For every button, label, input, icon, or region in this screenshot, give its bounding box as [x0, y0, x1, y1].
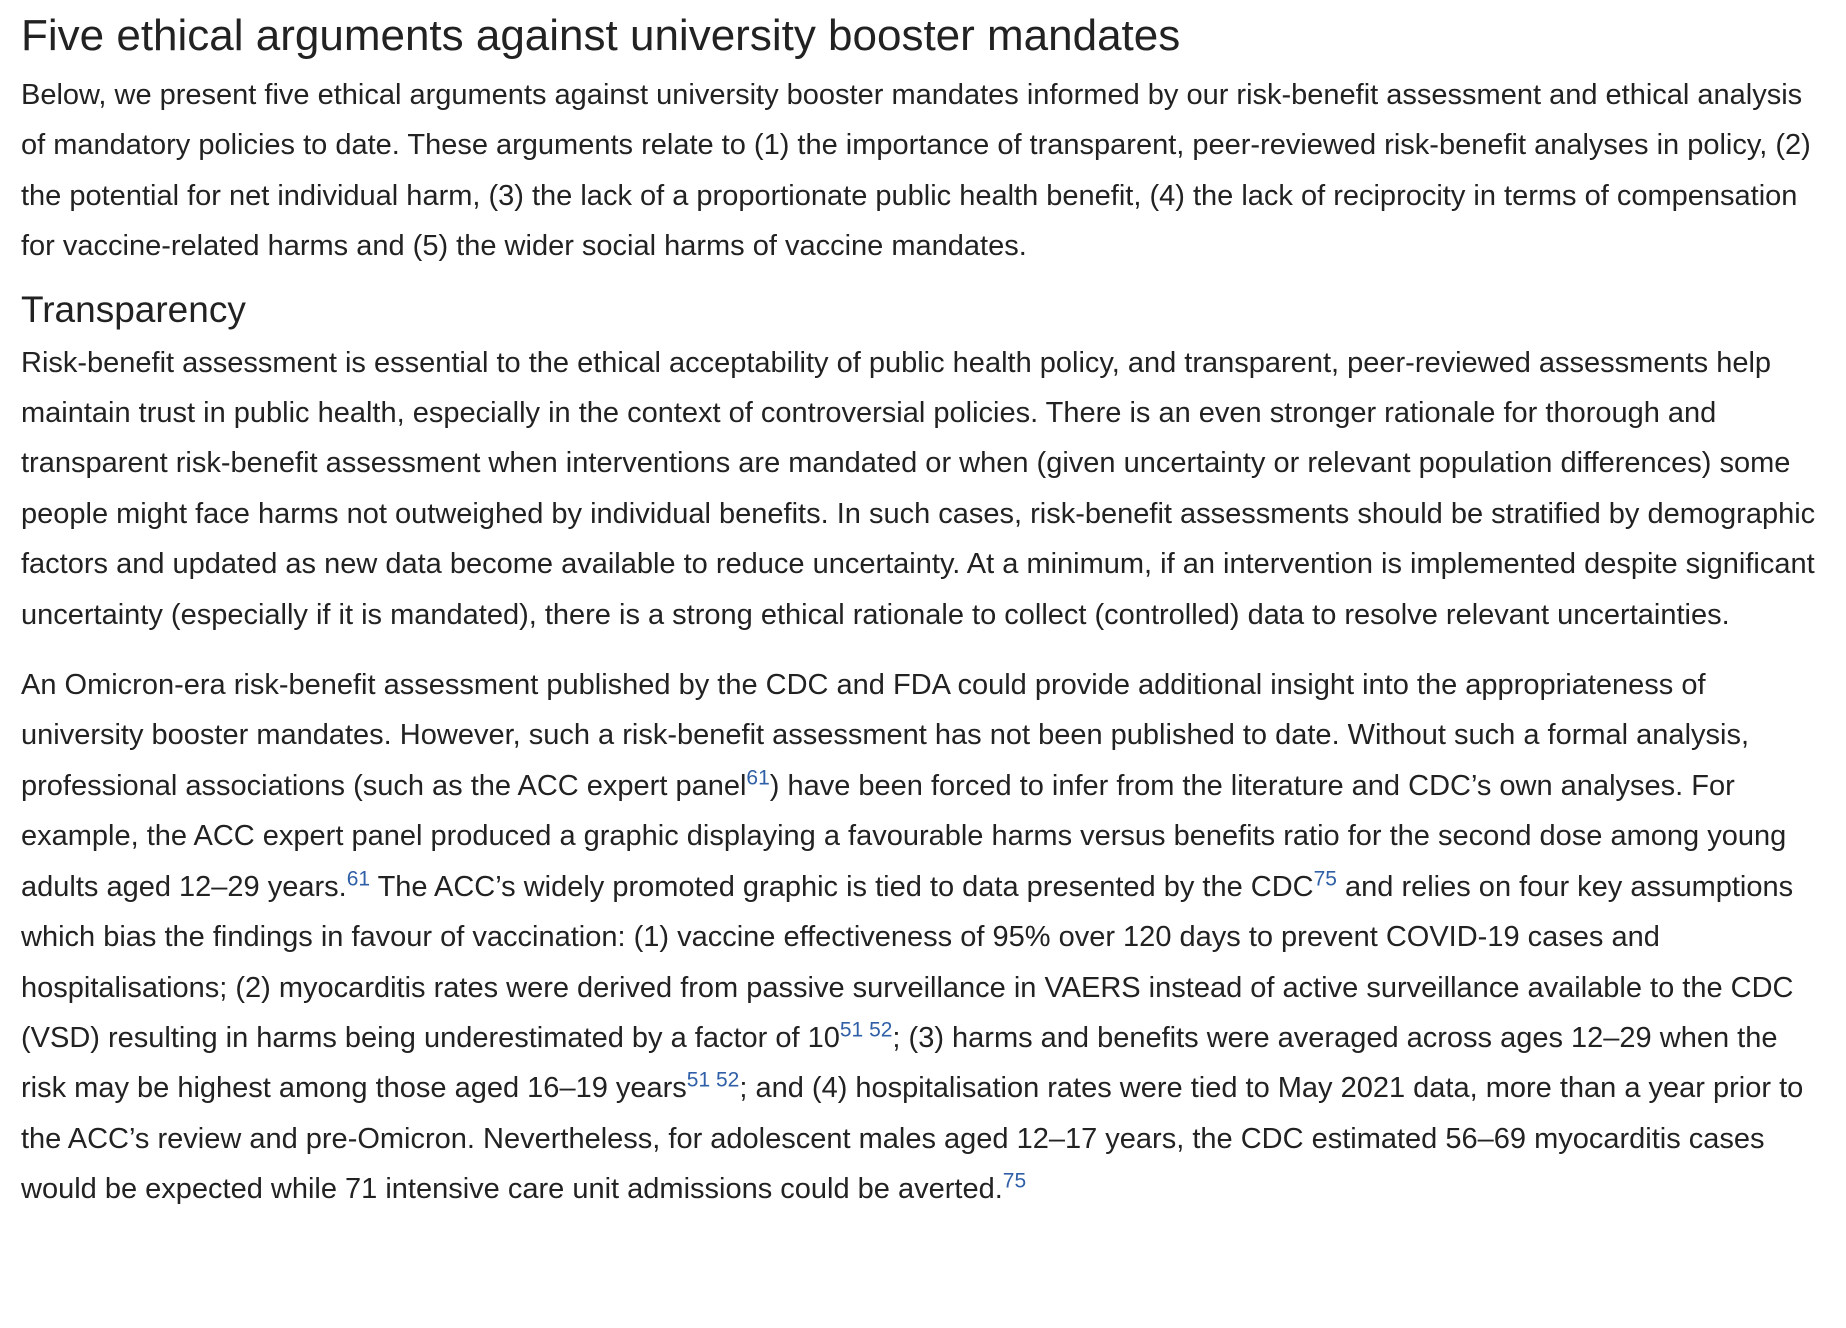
intro-paragraph: Below, we present five ethical arguments against university booster mandates informed by our risk-benefit assessment and ethical analysis of mandatory policies to date. These arguments relate to (1) the importance of transparent, peer-reviewed risk-benefit analyses in policy, (2) the potential for net individual harm, (3) the lack of a proportionate public health benefit, (4) the lack of reciprocity in terms of compensation for vaccine-related harms and (5) the wider social harms of vaccine mandates. — [21, 79, 1811, 263]
reference-superscript — [746, 766, 769, 789]
reference-link[interactable]: 52 — [716, 1068, 740, 1092]
reference-link[interactable]: 52 — [869, 1018, 893, 1042]
subsection-title-transparency: Transparency — [21, 288, 246, 330]
reference-superscript — [347, 867, 370, 890]
reference-superscript — [1003, 1169, 1026, 1192]
reference-superscript — [687, 1069, 740, 1092]
reference-link[interactable]: 61 — [346, 867, 371, 891]
paragraph-text: and relies on four key assumptions which bias the findings in favour of vaccination: (1) vaccine effectiveness of 95% over 120 days to prevent COVID-19 cases and hospitalisations; (2) myocarditis rates were derived from passive surveillance in VAERS instead of active surveillance available to the CDC (VSD) resulting in harms being underestimated by a factor of 10 — [21, 870, 1794, 1054]
paragraph-text: The ACC’s widely promoted graphic is tied to data presented by the CDC — [370, 870, 1314, 903]
transparency-paragraph-2 — [21, 660, 1826, 1214]
paragraph-text: ) have been forced to infer from the literature and CDC’s own analyses. For example, the ACC expert panel produced a graphic displaying a favourable harms versus benefits ratio for the second dose among young adults aged 12–29 years. — [21, 769, 1787, 903]
reference-superscript — [1314, 867, 1337, 890]
transparency-paragraph-1: Risk-benefit assessment is essential to the ethical acceptability of public health policy, and transparent, peer-reviewed assessments help maintain trust in public health, especially in the context of controversial policies. There is an even stronger rationale for thorough and transparent risk-benefit assessment when interventions are mandated or when (given uncertainty or relevant population differences) some people might face harms not outweighed by individual benefits. In such cases, risk-benefit assessments should be stratified by demographic factors and updated as new data become available to reduce uncertainty. At a minimum, if an intervention is implemented despite significant uncertainty (especially if it is mandated), there is a strong ethical rationale to collect (controlled) data to resolve relevant uncertainties. — [21, 346, 1816, 631]
reference-link[interactable]: 51 — [686, 1068, 711, 1092]
paragraph-text: ; and (4) hospitalisation rates were tied to May 2021 data, more than a year prior to the ACC’s review and pre-Omicron. Nevertheless, for adolescent males aged 12–17 years, the CDC estimated 56–69 myocarditis cases would be expected while 71 intensive care unit admissions could be averted. — [21, 1072, 1804, 1206]
reference-link[interactable]: 75 — [1313, 867, 1337, 891]
paragraph-text: An Omicron-era risk-benefit assessment published by the CDC and FDA could provide additional insight into the appropriateness of university booster mandates. However, such a risk-benefit assessment has not been published to date. Without such a formal analysis, professional associations (such as the ACC expert panel — [21, 669, 1750, 802]
reference-link[interactable]: 75 — [1002, 1169, 1027, 1193]
reference-link[interactable]: 61 — [746, 766, 770, 790]
reference-superscript — [840, 1018, 893, 1041]
paragraph-text: ; (3) harms and benefits were averaged across ages 12–29 when the risk may be highest among those aged 16–19 years — [21, 1021, 1778, 1105]
reference-link[interactable]: 51 — [839, 1018, 864, 1042]
section-title: Five ethical arguments against university booster mandates — [21, 11, 1181, 60]
